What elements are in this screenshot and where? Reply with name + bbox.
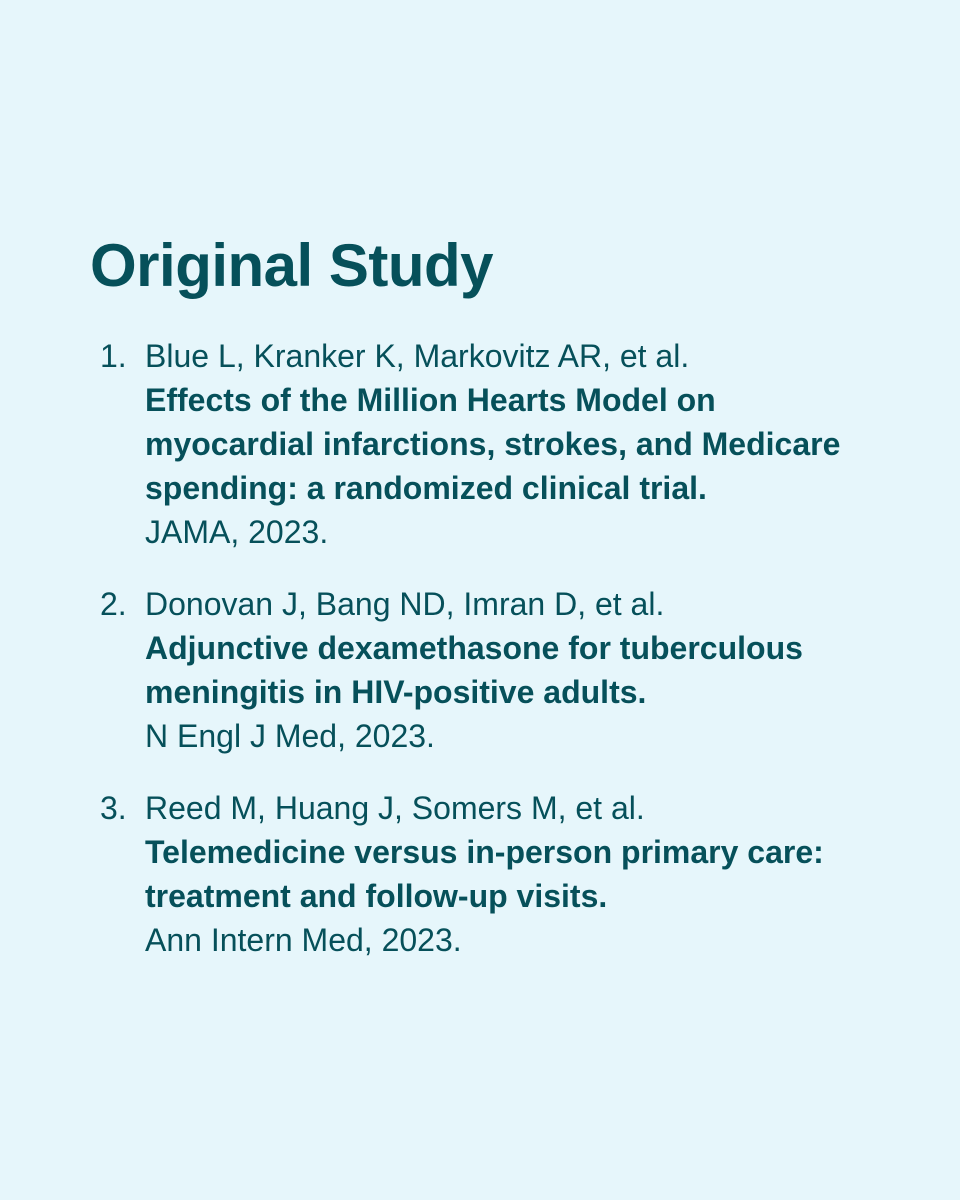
reference-journal: N Engl J Med, 2023.	[145, 718, 435, 754]
reference-number: 3.	[100, 790, 127, 826]
reference-number: 2.	[100, 586, 127, 622]
reference-authors: Blue L, Kranker K, Markovitz AR, et al.	[145, 338, 690, 374]
reference-journal: JAMA, 2023.	[145, 514, 329, 550]
reference-title: Telemedicine versus in-person primary care: treatment and follow-up visits.	[145, 834, 824, 914]
reference-title: Adjunctive dexamethasone for tuberculous meningitis in HIV-positive adults.	[145, 630, 803, 710]
reference-authors: Donovan J, Bang ND, Imran D, et al.	[145, 586, 665, 622]
reference-journal: Ann Intern Med, 2023.	[145, 922, 462, 958]
reference-authors: Reed M, Huang J, Somers M, et al.	[145, 790, 645, 826]
reference-title: Effects of the Million Hearts Model on myocardial infarctions, strokes, and Medicare spending: a randomized clinical trial.	[145, 382, 841, 506]
page-title: Original Study	[90, 232, 494, 299]
reference-list	[0, 334, 960, 990]
reference-number: 1.	[100, 338, 127, 374]
reference-item	[0, 786, 875, 962]
reference-item	[0, 334, 875, 554]
reference-item	[0, 582, 875, 758]
